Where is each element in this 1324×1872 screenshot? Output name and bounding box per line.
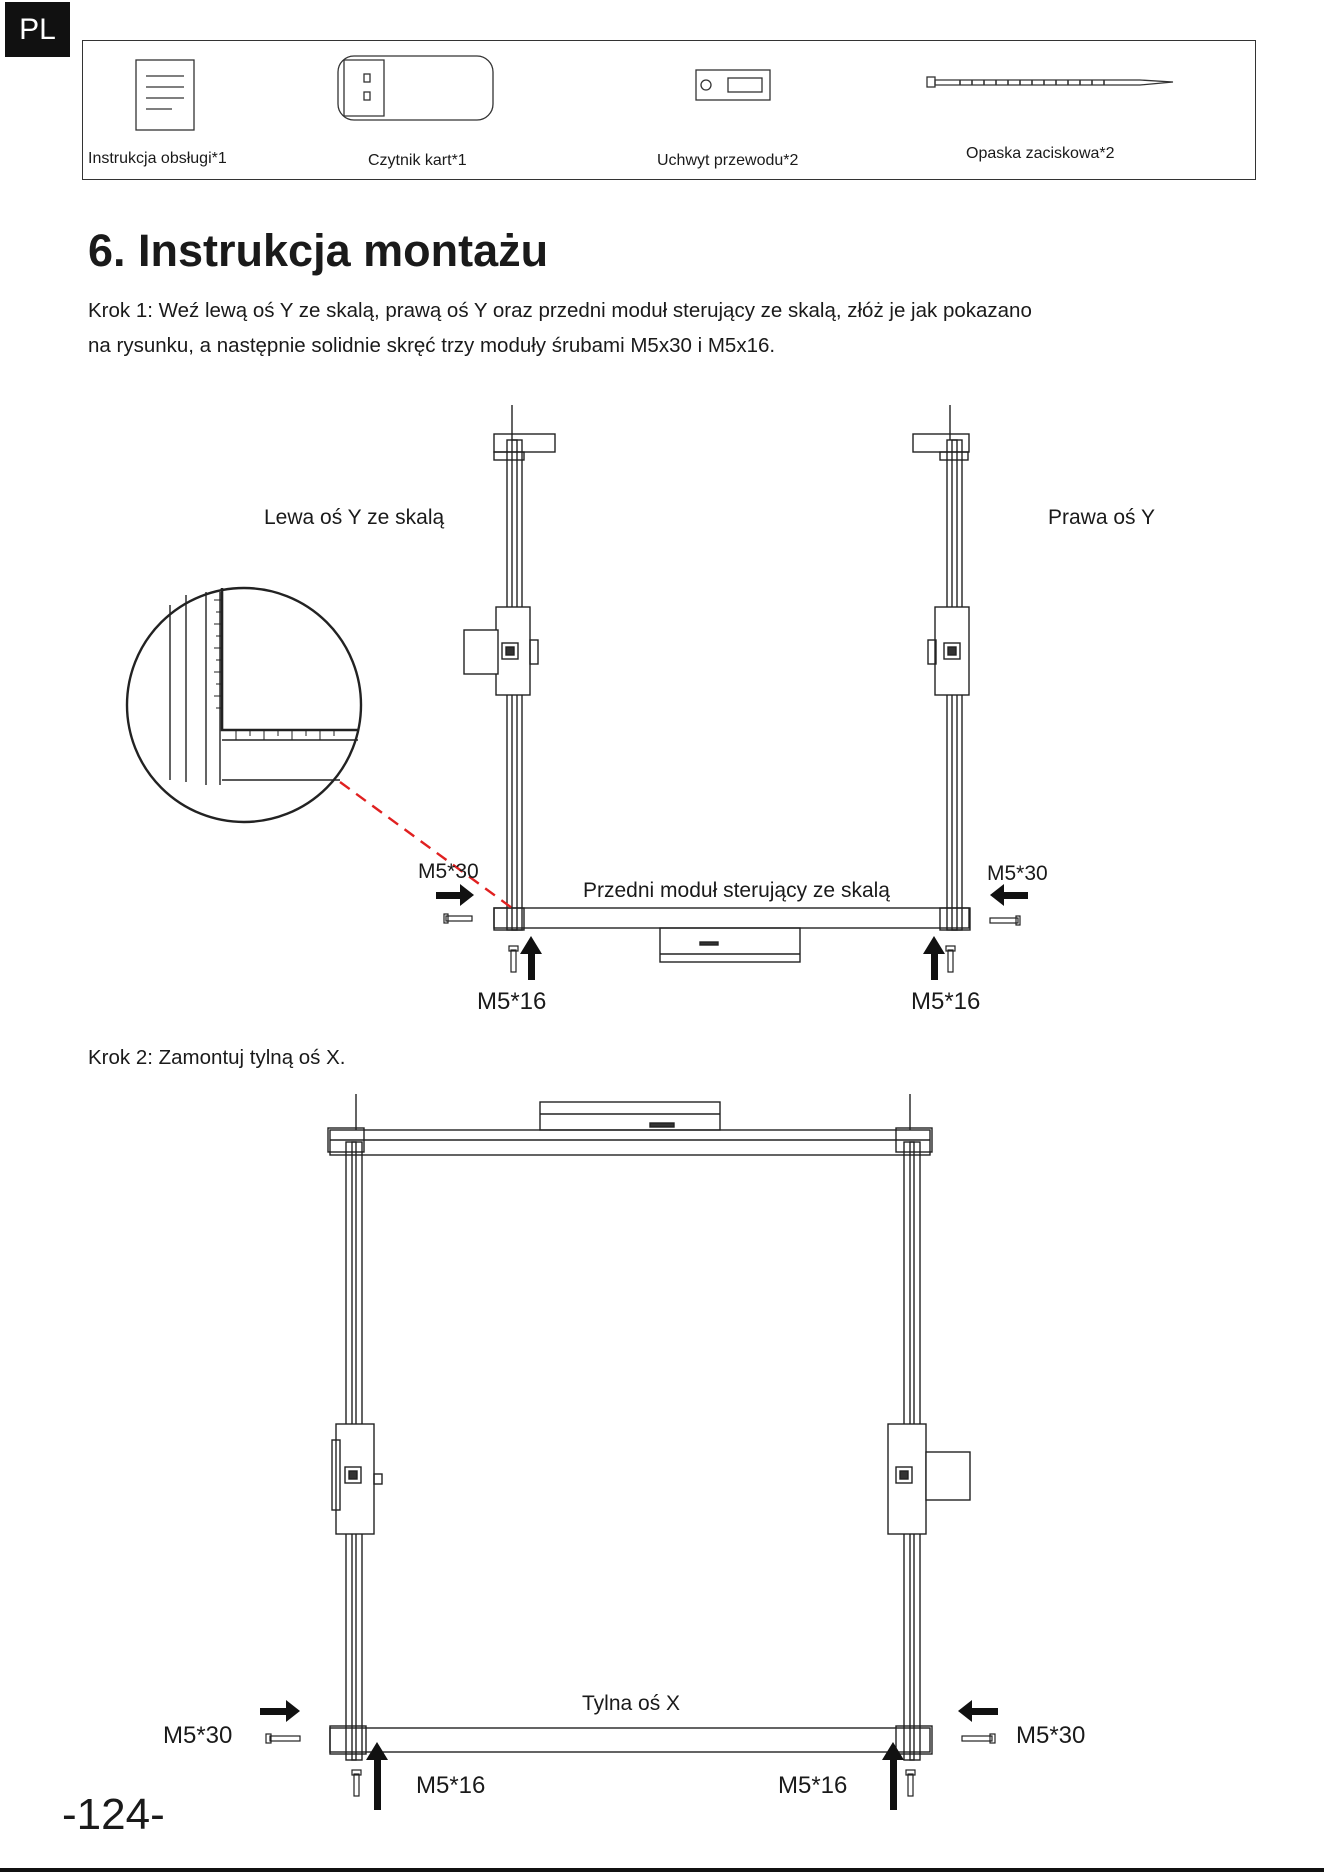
page-number: -124- (62, 1790, 165, 1839)
label-screw-side-left-2: M5*30 (163, 1722, 233, 1749)
part-label-manual: Instrukcja obsługi*1 (88, 150, 227, 167)
cable-tie-icon (927, 77, 1173, 87)
manual-icon (136, 60, 194, 130)
section-title: 6. Instrukcja montażu (88, 225, 549, 276)
part-label-cable-holder: Uchwyt przewodu*2 (657, 152, 799, 169)
diagram-step2-arrows (260, 1700, 998, 1810)
part-label-cable-tie: Opaska zaciskowa*2 (966, 145, 1115, 162)
bottom-rule (0, 1868, 1324, 1872)
label-screw-bottom-right-2: M5*16 (778, 1772, 848, 1799)
label-screw-side-right: M5*30 (987, 862, 1048, 885)
step1-line1: Krok 1: Weź lewą oś Y ze skalą, prawą oś Y oraz przedni moduł sterujący ze skalą, złóż je jak pokazano (88, 299, 1032, 322)
label-right-y-axis: Prawa oś Y (1048, 506, 1155, 529)
label-front-module: Przedni moduł sterujący ze skalą (583, 879, 890, 902)
step2-text: Krok 2: Zamontuj tylną oś X. (88, 1046, 346, 1069)
label-rear-x-axis: Tylna oś X (582, 1692, 681, 1715)
label-screw-bottom-left-2: M5*16 (416, 1772, 486, 1799)
label-screw-bottom-right: M5*16 (911, 988, 981, 1015)
label-screw-side-right-2: M5*30 (1016, 1722, 1086, 1749)
label-screw-side-left: M5*30 (418, 860, 479, 883)
label-left-y-axis: Lewa oś Y ze skalą (264, 506, 445, 529)
label-screw-bottom-left: M5*16 (477, 988, 547, 1015)
diagram-step2 (328, 1094, 970, 1760)
card-reader-icon (338, 56, 493, 120)
part-label-card-reader: Czytnik kart*1 (368, 152, 467, 169)
cable-holder-icon (696, 70, 770, 100)
language-badge: PL (5, 2, 70, 57)
step1-line2: na rysunku, a następnie solidnie skręć trzy moduły śrubami M5x30 i M5x16. (88, 334, 776, 357)
